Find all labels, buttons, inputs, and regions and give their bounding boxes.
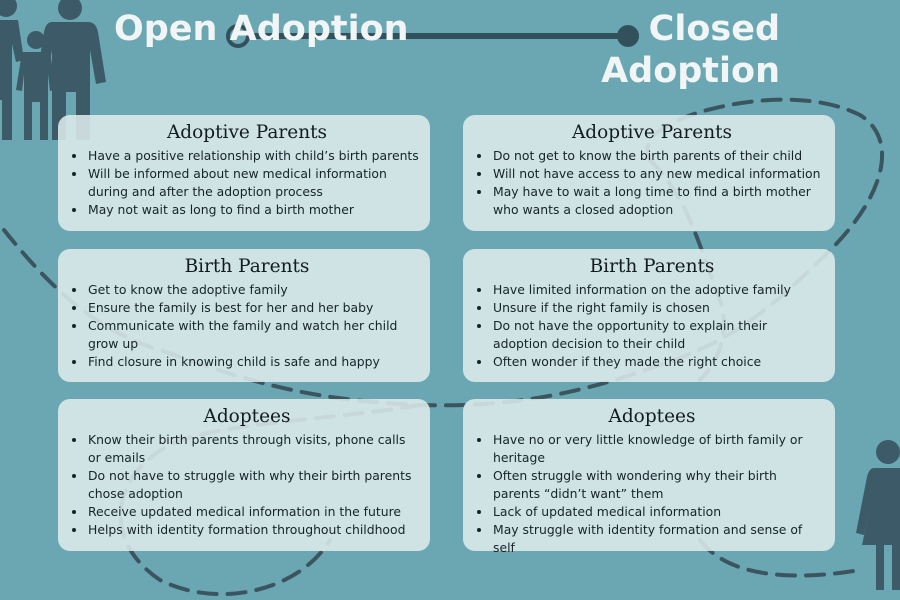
bullet-list	[74, 281, 420, 371]
card-open-birth-parents	[58, 249, 430, 382]
bullet-item: • Have no or very little knowledge of birth family or heritage	[492, 431, 825, 467]
card-title: Birth Parents	[184, 256, 310, 277]
bullet-item: • Have a positive relationship with child’s birth parents	[87, 147, 420, 165]
bullet-list	[74, 431, 420, 539]
bullet-item: • Unsure if the right family is chosen	[492, 299, 825, 317]
card-title: Adoptees	[608, 406, 696, 427]
bullet-list	[479, 147, 825, 219]
bullet-item: • Communicate with the family and watch her child grow up	[87, 317, 420, 353]
bullet-item: • Often wonder if they made the right choice	[492, 353, 825, 371]
bullet-list	[74, 147, 420, 219]
bullet-item: • Find closure in knowing child is safe and happy	[87, 353, 420, 371]
bullet-item: • Will be informed about new medical information during and after the adoption process	[87, 165, 420, 201]
bullet-list	[479, 281, 825, 371]
card-closed-birth-parents	[463, 249, 835, 382]
card-open-adoptees	[58, 399, 430, 551]
bullet-list	[479, 431, 825, 557]
bullet-item: • Lack of updated medical information	[492, 503, 825, 521]
card-title: Adoptive Parents	[166, 122, 328, 143]
bullet-item: • Do not get to know the birth parents of their child	[492, 147, 825, 165]
bullet-item: • Get to know the adoptive family	[87, 281, 420, 299]
bullet-item: • May have to wait a long time to find a birth mother who wants a closed adoption	[492, 183, 825, 219]
card-open-adoptive-parents	[58, 115, 430, 231]
bullet-item: • Often struggle with wondering why their birth parents “didn’t want” them	[492, 467, 825, 503]
bullet-item: • Ensure the family is best for her and her baby	[87, 299, 420, 317]
bullet-item: • May struggle with identity formation and sense of self	[492, 521, 825, 557]
card-title: Adoptees	[203, 406, 291, 427]
bullet-item: • Will not have access to any new medical information	[492, 165, 825, 183]
bullet-item: • May not wait as long to find a birth mother	[87, 201, 420, 219]
open-adoption-heading: Open Adoption	[114, 9, 409, 49]
woman-silhouette-icon	[856, 440, 900, 590]
card-title: Adoptive Parents	[571, 122, 733, 143]
bullet-item: • Have limited information on the adoptive family	[492, 281, 825, 299]
card-title: Birth Parents	[589, 256, 715, 277]
bullet-item: • Do not have to struggle with why their birth parents chose adoption	[87, 467, 420, 503]
card-closed-adoptive-parents	[463, 115, 835, 231]
closed-adoption-heading: Closed Adoption	[601, 9, 780, 91]
bullet-item: • Helps with identity formation throughout childhood	[87, 521, 420, 539]
bullet-item: • Do not have the opportunity to explain their adoption decision to their child	[492, 317, 825, 353]
card-closed-adoptees	[463, 399, 835, 555]
bullet-item: • Receive updated medical information in the future	[87, 503, 420, 521]
bullet-item: • Know their birth parents through visits, phone calls or emails	[87, 431, 420, 467]
